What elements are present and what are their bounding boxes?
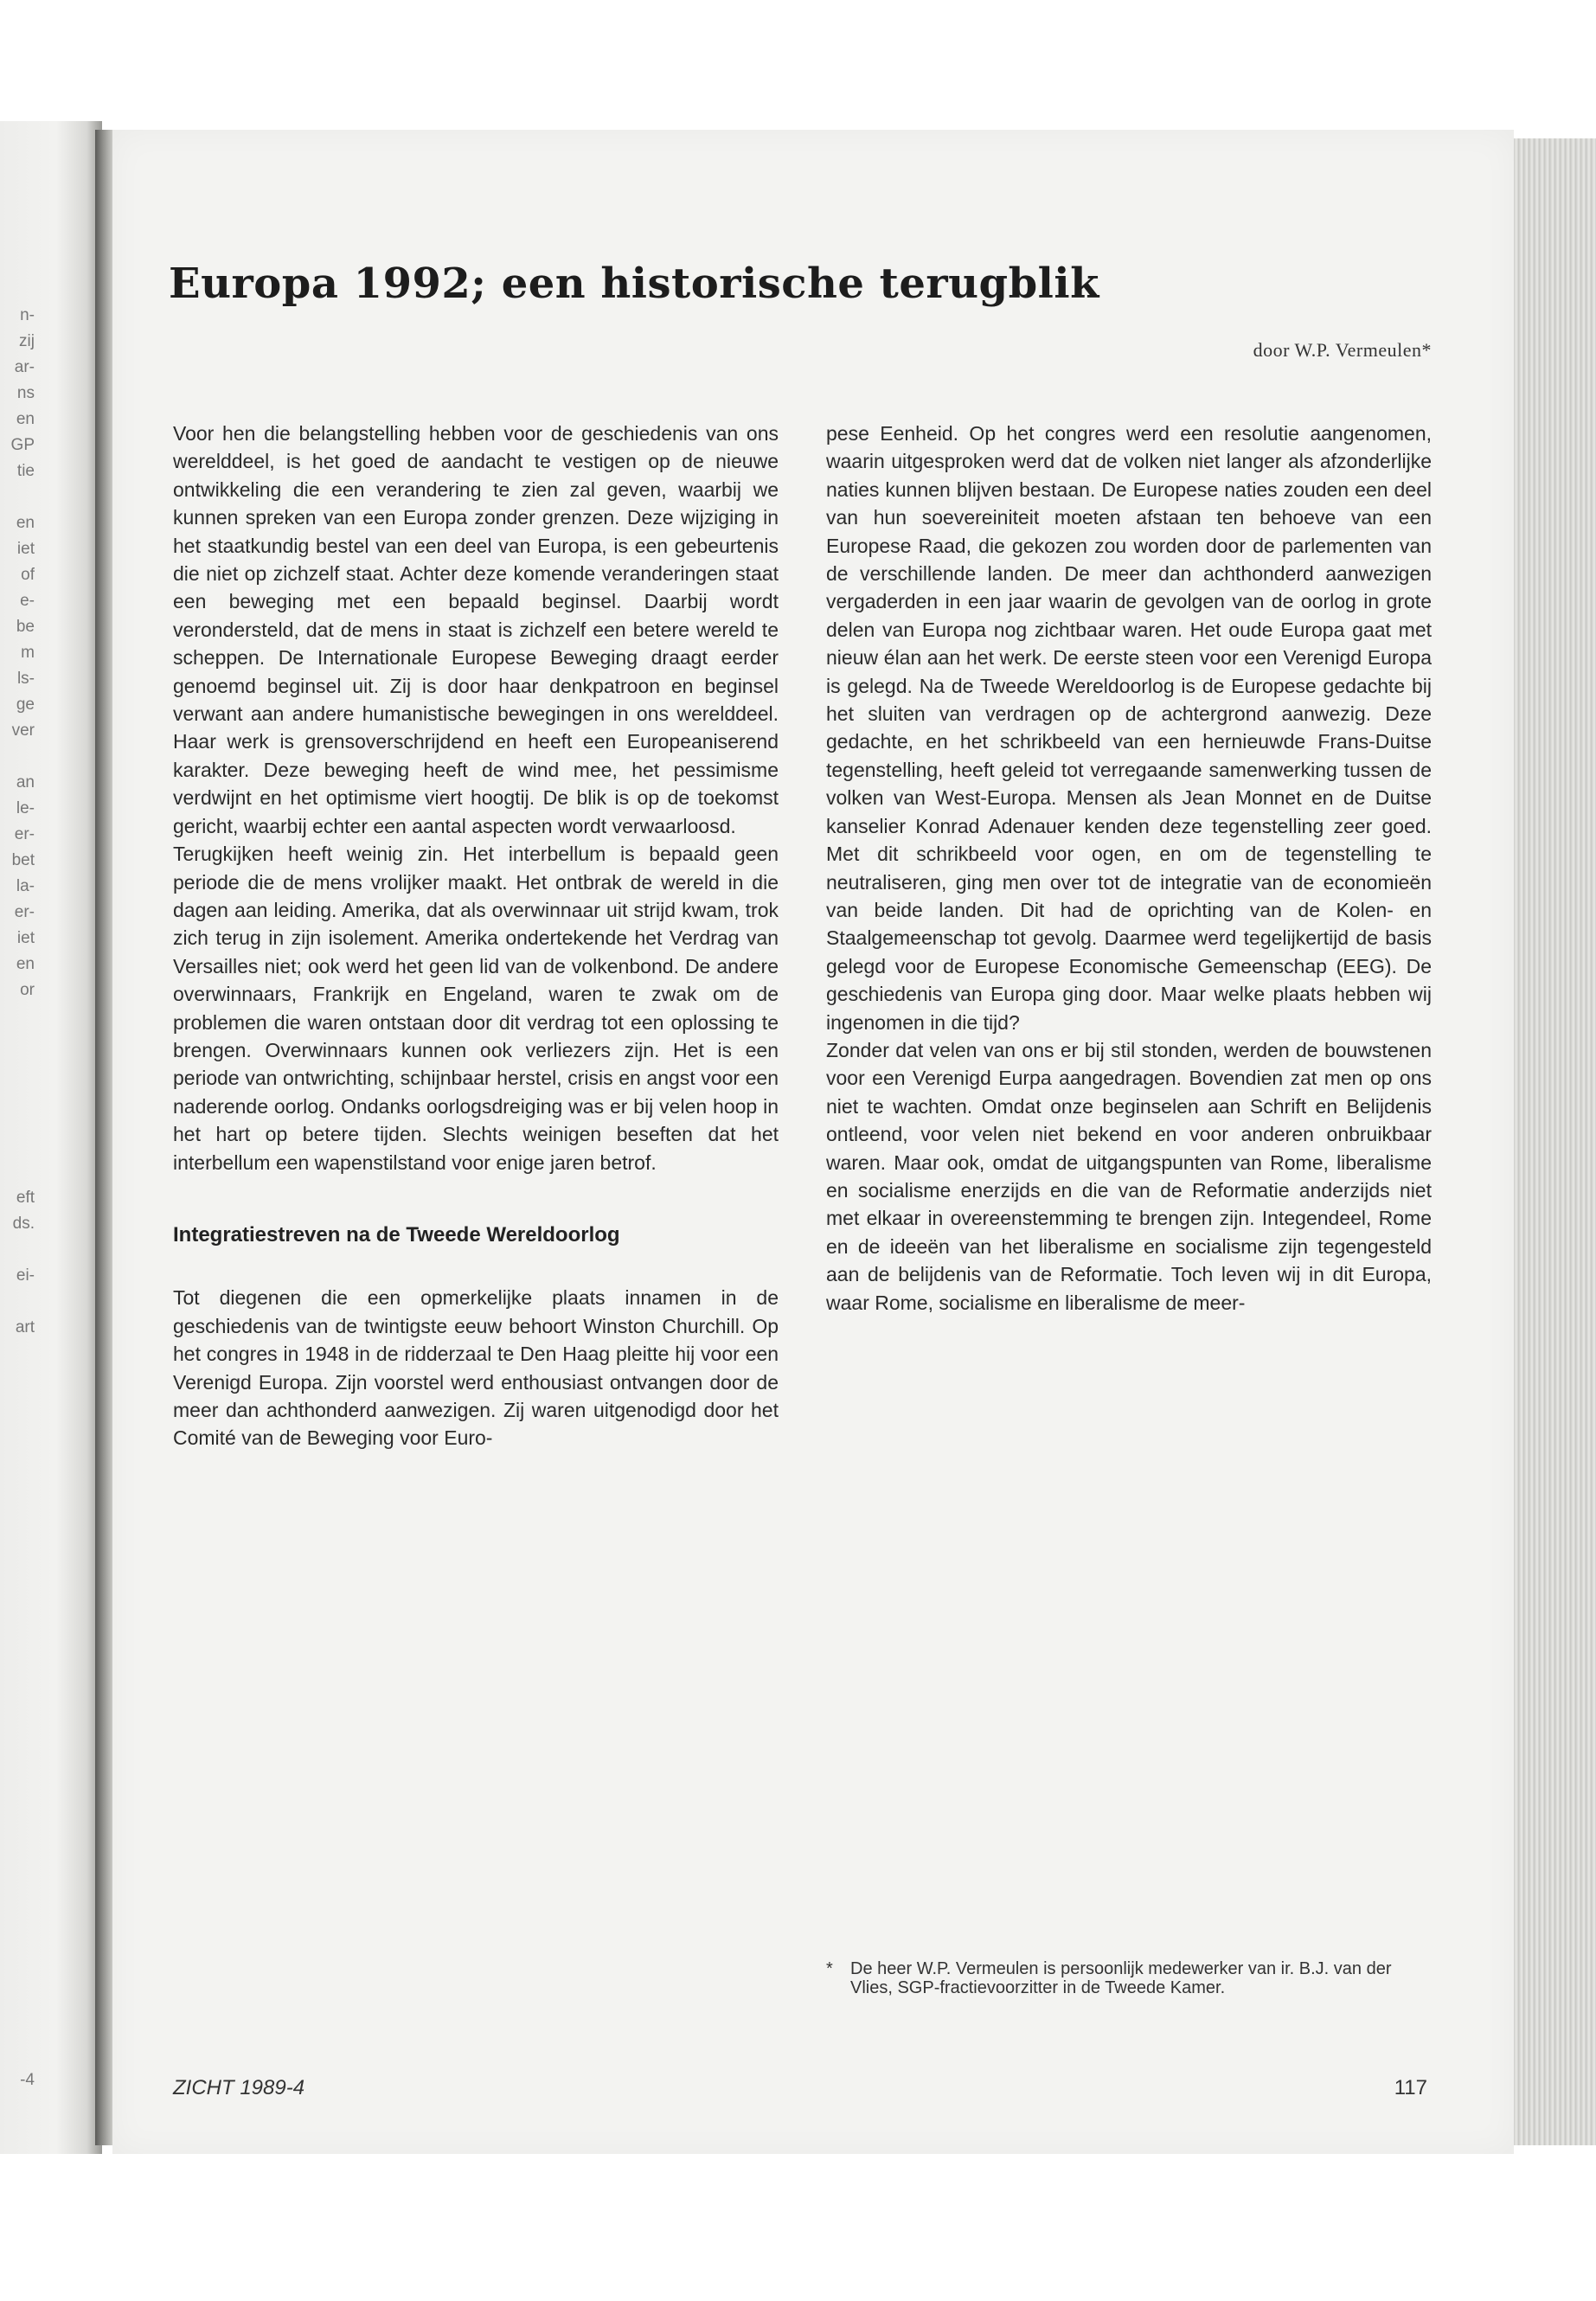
- left-page-fragment: [0, 1029, 35, 1055]
- left-page-fragment: [0, 744, 35, 770]
- left-page-fragment: en: [16, 410, 35, 428]
- left-page-fragment: [0, 1159, 35, 1185]
- column-left: [173, 420, 779, 1452]
- left-page-fragment: [0, 1081, 35, 1107]
- left-page-fragment: ls-: [16, 670, 35, 688]
- footnote: [826, 1959, 1432, 1997]
- left-page-fragment: [0, 1289, 35, 1315]
- left-page-fragment: be: [16, 618, 35, 636]
- paragraph: Zonder dat velen van ons er bij stil stonden, werden de bouwstenen voor een Verenigd Eurpa aangedragen. Bovendien zat men op ons niet te wachten. Omdat onze beginselen aan Schrift en Belijdenis ontleend, voor velen niet bekend en voor anderen onbruikbaar waren. Maar ook, omdat de uitgangspunten van Rome, liberalisme en socialisme enerzijds en die van de Reformatie anderzijds niet met elkaar in overeenstemming te brengen zijn. Integendeel, Rome en de ideeën van het liberalisme en socialisme zijn tegengesteld aan de belijdenis van de Reformatie. Toch leven wij in dit Europa, waar Rome, socialisme en liberalisme de meer-: [826, 1038, 1432, 1314]
- article-byline: door W.P. Vermeulen*: [1253, 339, 1432, 361]
- left-page-fragment: [0, 1834, 35, 1860]
- left-page-fragment: [0, 2016, 35, 2041]
- left-page-fragment: art: [15, 1318, 35, 1336]
- left-page-fragment: [0, 1003, 35, 1029]
- left-page-fragment: [0, 1756, 35, 1782]
- left-page-fragment: le-: [16, 799, 35, 817]
- page-number: 117: [1394, 2076, 1427, 2099]
- left-page-text-fragments: [0, 303, 35, 2093]
- left-page-fragment: tie: [16, 462, 35, 480]
- left-page-fragment: en: [16, 514, 35, 532]
- left-page-fragment: [0, 1055, 35, 1081]
- column-right: [826, 420, 1432, 1317]
- left-page-fragment: [0, 1393, 35, 1419]
- paragraph: pese Eenheid. Op het congres werd een resolutie aangenomen, waarin uitgesproken werd dat de volken niet langer als afzonderlijke naties kunnen blijven bestaan. De Europese naties zouden een deel van hun soevereiniteit moeten afstaan ten behoeve van een Europese Raad, die gekozen zou worden door de parlementen van de verschillende landen. De meer dan achthonderd aanwezigen vergaderden in een jaar waarin de gevolgen van de oorlog in grote delen van Europa nog zichtbaar waren. Het oude Europa gaat met nieuw élan aan het werk. De eerste steen voor een Verenigd Europa is gelegd. Na de Tweede Wereldoorlog is de Europese gedachte bij het sluiten van verdragen op de achtergrond aanwezig. Deze gedachte, en het schrikbeeld van een hernieuwde Frans-Duitse tegenstelling, heeft geleid tot verregaande samenwerking tussen de volken van West-Europa. Mensen als Jean Monnet en de Duitse kanselier Konrad Adenauer kenden deze tegenstelling zeer goed. Met dit schrikbeeld voor ogen, en om de tegenstelling te neutraliseren, ging men over tot de integratie van de economieën van beide landen. Dit had de oprichting van de Kolen- en Staalgemeenschap tot gevolg. Daarmee werd tegelijkertijd de basis gelegd voor de Europese Economische Gemeenschap (EEG). De geschiedenis van Europa ging door. Maar welke plaats hebben wij ingenomen in die tijd?: [826, 422, 1432, 1034]
- left-page-fragment: [0, 1886, 35, 1912]
- left-page-fragment: eft: [16, 1189, 35, 1207]
- left-page-fragment: GP: [10, 436, 35, 454]
- left-page-fragment: ds.: [12, 1215, 35, 1233]
- left-page-fragment: or: [20, 981, 35, 999]
- paragraph: Tot diegenen die een opmerkelijke plaats innamen in de geschiedenis van de twintigste eeuw behoort Winston Churchill. Op het congres in 1948 in de ridderzaal te Den Haag pleitte hij voor een Verenigd Europa. Zijn voorstel werd enthousiast ontvangen door de meer dan achthonderd aanwezigen. Zij waren uitgenodigd door het Comité van de Beweging voor Euro-: [173, 1286, 779, 1450]
- left-page-fragment: of: [21, 566, 35, 584]
- left-page-fragment: ar-: [14, 358, 35, 376]
- left-page-fragment: [0, 1367, 35, 1393]
- left-page-fragment: [0, 1497, 35, 1522]
- left-page-fragment: zij: [19, 332, 35, 350]
- paragraph: Voor hen die belangstelling hebben voor de geschiedenis van ons werelddeel, is het goed de aandacht te vestigen op de nieuwe ontwikkeling die een verandering te zien zal geven, waarbij we kunnen spreken van een Europa zonder grenzen. Deze wijziging in het staatkundig bestel van een deel van Europa, is een gebeurtenis die niet op zichzelf staat. Achter deze komende veranderingen staat een beweging met een bepaald beginsel. Daarbij wordt verondersteld, dat de mens in staat is zichzelf een betere wereld te scheppen. De Internationale Europese Beweging draagt eerder genoemd beginsel uit. Zij is door haar denkpatroon en beginsel verwant aan andere humanistische bewegingen in ons werelddeel. Haar werk is grensoverschrijdend en heeft een Europeaniserend karakter. Deze beweging heeft de wind mee, het pessimisme verdwijnt en het optimisme viert hoogtij. De blik is op de toekomst gericht, waarbij echter een aantal aspecten wordt verwaarloosd.: [173, 422, 779, 837]
- book-spine: [95, 130, 114, 2145]
- left-page-fragment: [0, 484, 35, 510]
- left-page-fragment: iet: [16, 929, 35, 947]
- left-page-fragment: [0, 1808, 35, 1834]
- left-page-fragment: [0, 1704, 35, 1730]
- left-page-fragment: [0, 1419, 35, 1445]
- left-page-fragment: bet: [11, 851, 35, 869]
- left-page-fragment: [0, 1782, 35, 1808]
- left-page-fragment: er-: [14, 825, 35, 843]
- left-page-fragment: ge: [16, 695, 35, 714]
- left-page-fragment: [0, 1445, 35, 1471]
- footnote-text: De heer W.P. Vermeulen is persoonlijk medewerker van ir. B.J. van der Vlies, SGP-fractievoorzitter in de Tweede Kamer.: [850, 1959, 1392, 1997]
- left-page-fragment: ns: [16, 384, 35, 402]
- left-page-fragment: [0, 1912, 35, 1938]
- left-page-fragment: [0, 1522, 35, 1548]
- left-page-fragment: -4: [20, 2071, 35, 2089]
- left-page-fragment: an: [16, 773, 35, 792]
- article-title: Europa 1992; een historische terugblik: [169, 260, 1099, 308]
- left-page-fragment: iet: [16, 540, 35, 558]
- left-page-fragment: ei-: [16, 1266, 35, 1285]
- left-page-fragment: [0, 1107, 35, 1133]
- left-page-fragment: [0, 2041, 35, 2067]
- left-page-fragment: [0, 1341, 35, 1367]
- left-page-fragment: er-: [14, 903, 35, 921]
- journal-issue: ZICHT 1989-4: [173, 2076, 305, 2099]
- left-page-fragment: m: [21, 644, 35, 662]
- left-page-fragment: e-: [20, 592, 35, 610]
- left-page-fragment: [0, 1860, 35, 1886]
- left-page-fragment: [0, 1990, 35, 2016]
- left-page-fragment: en: [16, 955, 35, 973]
- left-page-fragment: [0, 1600, 35, 1626]
- left-page-fragment: [0, 1626, 35, 1652]
- page-edge: [1514, 138, 1596, 2145]
- left-page-fragment: [0, 1471, 35, 1497]
- left-page-fragment: n-: [20, 306, 35, 324]
- left-page-fragment: [0, 1964, 35, 1990]
- left-page-fragment: la-: [16, 877, 35, 895]
- left-page-fragment: [0, 1574, 35, 1600]
- left-page-fragment: ver: [11, 721, 35, 740]
- left-page-fragment: [0, 1548, 35, 1574]
- left-page-fragment: [0, 1652, 35, 1678]
- left-page-fragment: [0, 1237, 35, 1263]
- left-page-fragment: [0, 1133, 35, 1159]
- left-page-fragment: [0, 1730, 35, 1756]
- paragraph: Terugkijken heeft weinig zin. Het interbellum is bepaald geen periode die de mens vrolijker maakt. Het ontbrak de wereld in die dagen aan leiding. Amerika, dat als overwinnaar uit strijd kwam, trok zich terug in zijn isolement. Amerika ondertekende het Verdrag van Versailles niet; ook werd het geen lid van de volkenbond. De andere overwinnaars, Frankrijk en Engeland, waren te zwak om de problemen die waren ontstaan door dit verdrag tot een oplossing te brengen. Overwinnaars kunnen ook verliezers zijn. Het is een periode van ontwrichting, schijnbaar herstel, crisis en angst voor een naderende oorlog. Ondanks oorlogsdreiging was er bij velen hoop in het hart op betere tijden. Slechts weinigen beseften dat het interbellum een wapenstilstand voor enige jaren betrof.: [173, 843, 779, 1174]
- footnote-marker: *: [826, 1959, 833, 1978]
- left-page-fragment: [0, 1938, 35, 1964]
- section-heading: Integratiestreven na de Tweede Wereldoorlog: [173, 1222, 620, 1247]
- left-page-fragment: [0, 1678, 35, 1704]
